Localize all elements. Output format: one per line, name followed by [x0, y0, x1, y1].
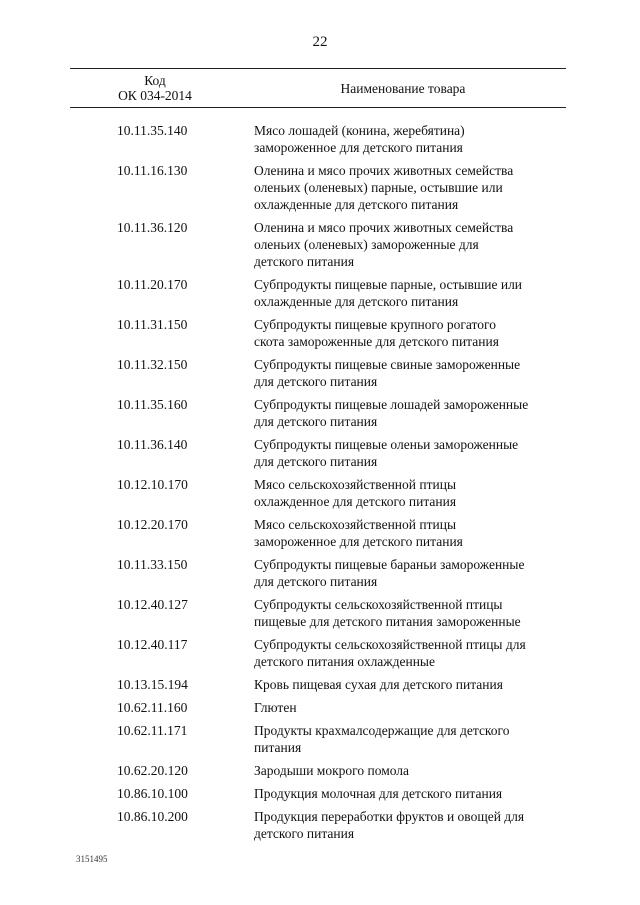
row-name-line: для детского питания — [254, 454, 378, 469]
row-name-line: Субпродукты сельскохозяйственной птицы — [254, 597, 503, 612]
table-row — [70, 219, 566, 270]
row-name-line: Мясо сельскохозяйственной птицы — [254, 517, 457, 532]
table-row — [70, 808, 566, 842]
row-name-line: Субпродукты пищевые бараньи замороженные — [254, 557, 525, 572]
table-row — [70, 596, 566, 630]
row-name — [240, 122, 566, 156]
row-name-line: Оленина и мясо прочих животных семейства — [254, 220, 514, 235]
row-name — [240, 316, 566, 350]
row-name — [240, 676, 566, 693]
row-name-line: Глютен — [254, 700, 297, 715]
row-name-line: охлажденные для детского питания — [254, 294, 459, 309]
header-code-line2: ОК 034-2014 — [118, 88, 192, 103]
row-name-line: охлажденные для детского питания — [254, 197, 459, 212]
table-row — [70, 636, 566, 670]
row-code: 10.62.11.171 — [117, 723, 188, 738]
row-name-line: замороженное для детского питания — [254, 140, 463, 155]
table-body — [70, 122, 566, 848]
row-name — [240, 699, 566, 716]
table-row — [70, 762, 566, 779]
row-code: 10.12.40.117 — [117, 637, 188, 652]
row-name-line: Зародыши мокрого помола — [254, 763, 410, 778]
row-name — [240, 785, 566, 802]
row-name-line: Кровь пищевая сухая для детского питания — [254, 677, 503, 692]
row-name-line: оленьих (оленевых) парные, остывшие или — [254, 180, 503, 195]
row-name — [240, 436, 566, 470]
row-name-line: охлажденное для детского питания — [254, 494, 457, 509]
row-name-line: питания — [254, 740, 302, 755]
row-name-line: Мясо лошадей (конина, жеребятина) — [254, 123, 465, 138]
table-row — [70, 162, 566, 213]
row-name-line: детского питания — [254, 826, 355, 841]
row-name-line: Оленина и мясо прочих животных семейства — [254, 163, 514, 178]
row-name-line: детского питания охлажденные — [254, 654, 435, 669]
table-row — [70, 356, 566, 390]
row-code: 10.11.16.130 — [117, 163, 188, 178]
row-code: 10.12.10.170 — [117, 477, 188, 492]
row-code: 10.62.11.160 — [117, 700, 188, 715]
row-code: 10.11.35.140 — [117, 123, 188, 138]
page-number: 22 — [312, 34, 328, 50]
row-code: 10.12.40.127 — [117, 597, 188, 612]
row-name-line: для детского питания — [254, 414, 378, 429]
table-row — [70, 276, 566, 310]
row-name-line: Мясо сельскохозяйственной птицы — [254, 477, 457, 492]
table-row — [70, 676, 566, 693]
row-name-line: Субпродукты пищевые парные, остывшие или — [254, 277, 523, 292]
table-row — [70, 436, 566, 470]
row-code: 10.86.10.200 — [117, 809, 188, 824]
table-row — [70, 699, 566, 716]
row-code: 10.11.36.140 — [117, 437, 188, 452]
row-name — [240, 356, 566, 390]
row-name-line: оленьих (оленевых) замороженные для — [254, 237, 479, 252]
row-name-line: Субпродукты пищевые оленьи замороженные — [254, 437, 519, 452]
row-code: 10.12.20.170 — [117, 517, 188, 532]
goods-table — [70, 68, 566, 841]
row-name — [240, 556, 566, 590]
row-code: 10.86.10.100 — [117, 786, 188, 801]
row-code: 10.11.20.170 — [117, 277, 188, 292]
header-name: Наименование товара — [340, 81, 466, 96]
row-code: 10.11.36.120 — [117, 220, 188, 235]
row-name — [240, 808, 566, 842]
row-name-line: детского питания — [254, 254, 355, 269]
row-name-line: скота замороженные для детского питания — [254, 334, 499, 349]
table-row — [70, 785, 566, 802]
row-name-line: Субпродукты сельскохозяйственной птицы для — [254, 637, 526, 652]
row-name-line: замороженное для детского питания — [254, 534, 463, 549]
row-name — [240, 396, 566, 430]
row-name-line: Субпродукты пищевые лошадей замороженные — [254, 397, 529, 412]
header-code-line1: Код — [144, 73, 166, 88]
row-name — [240, 636, 566, 670]
row-code: 10.13.15.194 — [117, 677, 188, 692]
row-code: 10.11.31.150 — [117, 317, 188, 332]
row-name-line: для детского питания — [254, 574, 378, 589]
row-code: 10.62.20.120 — [117, 763, 188, 778]
row-name — [240, 762, 566, 779]
row-code: 10.11.33.150 — [117, 557, 188, 572]
row-name — [240, 596, 566, 630]
row-name-line: Субпродукты пищевые крупного рогатого — [254, 317, 496, 332]
row-name-line: для детского питания — [254, 374, 378, 389]
table-row — [70, 396, 566, 430]
row-name-line: пищевые для детского питания замороженные — [254, 614, 521, 629]
row-code: 10.11.32.150 — [117, 357, 188, 372]
row-name — [240, 276, 566, 310]
table-row — [70, 556, 566, 590]
table-header — [70, 68, 566, 108]
row-name-line: Продукция молочная для детского питания — [254, 786, 503, 801]
row-name-line: Субпродукты пищевые свиные замороженные — [254, 357, 521, 372]
header-code — [70, 73, 240, 103]
row-name — [240, 722, 566, 756]
row-name-line: Продукты крахмалсодержащие для детского — [254, 723, 510, 738]
table-row — [70, 122, 566, 156]
row-name — [240, 476, 566, 510]
row-name — [240, 516, 566, 550]
row-name-line: Продукция переработки фруктов и овощей для — [254, 809, 525, 824]
table-row — [70, 476, 566, 510]
table-row — [70, 516, 566, 550]
row-code: 10.11.35.160 — [117, 397, 188, 412]
row-name — [240, 162, 566, 213]
table-row — [70, 316, 566, 350]
document-id: 3151495 — [76, 854, 108, 864]
table-row — [70, 722, 566, 756]
row-name — [240, 219, 566, 270]
